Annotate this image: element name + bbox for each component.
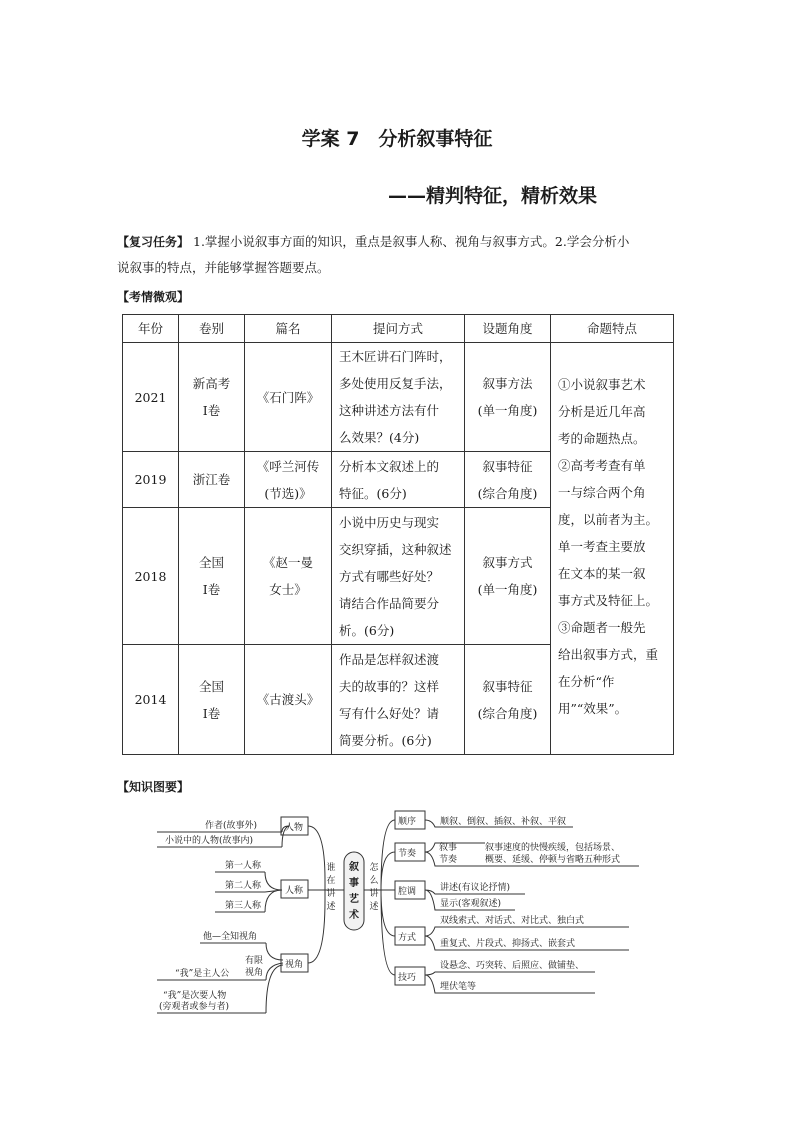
year-cell: 2019 [123,452,179,508]
mindmap-node: 顺序 [398,817,417,827]
angle-cell: 叙事特征 (综合角度) [465,452,551,508]
mindmap-item: 讲述(有议论抒情) [440,883,511,893]
header-cell: 卷别 [179,315,245,343]
mindmap-item: 叙事速度的快慢疾缓，包括场景、 [485,843,621,853]
svg-text:谁在讲述: 谁在讲述 [326,863,336,912]
page-title: 学案 7 分析叙事特征 [301,128,493,150]
year-cell: 2014 [123,645,179,755]
mindmap-node: 人称 [285,886,304,896]
review-tag: 【复习任务】 [117,235,190,249]
question-cell: 小说中历史与现实 交织穿插，这种叙述 方式有哪些好处？ 请结合作品简要分 析。(6分) [332,508,465,645]
table-header-row [123,315,674,343]
mindmap-node: 方式 [398,933,417,943]
mindmap-item: 概要、延缓、停顿与省略五种形式 [485,855,621,865]
mindmap-item: 第二人称 [225,881,262,891]
paper-cell: 全国 Ⅰ卷 [179,645,245,755]
mindmap-item: 视角 [245,968,264,978]
review-line-2: 说叙事的特点，并能够掌握答题要点。 [117,260,330,275]
mindmap-node: 人物 [285,823,304,833]
mindmap-item: 重复式、片段式、抑扬式、嵌套式 [440,939,576,949]
mindmap-item: 小说中的人物(故事内) [165,836,254,846]
exam-tag: 【考情微观】 [117,290,190,304]
year-cell: 2018 [123,508,179,645]
title-cell: 《石门阵》 [245,343,332,452]
mindmap-item: 显示(客观叙述) [440,899,502,909]
mindmap-item: 双线索式、对话式、对比式、独白式 [440,916,585,926]
review-task [117,229,677,280]
mindmap-item: 第三人称 [225,901,262,911]
mindmap-item: 第一人称 [225,861,262,871]
mindmap-item: 作者(故事外) [205,821,258,831]
mindmap-node: 视角 [285,960,304,970]
mindmap-node: 技巧 [398,973,417,983]
exam-table [122,314,674,755]
review-line-1: 1.掌握小说叙事方面的知识，重点是叙事人称、视角与叙事方式。2.学会分析小 [189,234,630,249]
features-cell: ①小说叙事艺术 分析是近几年高 考的命题热点。 ②高考考查有单 一与综合两个角 度，以前者为主。 单一考查主要放 在文本的某一叙 事方式及特征上。 ③命题者一般先 给出叙事方式，重 在分析“作 用”“效果”。 [551,343,674,755]
paper-cell: 新高考 Ⅰ卷 [179,343,245,452]
angle-cell: 叙事方法 (单一角度) [465,343,551,452]
mindmap-item: “我”是主人公 [175,969,230,979]
question-cell: 王木匠讲石门阵时， 多处使用反复手法， 这种讲述方法有什 么效果？(4分) [332,343,465,452]
svg-text:叙事艺术: 叙事艺术 [349,862,359,921]
knowledge-mindmap [155,800,655,1025]
mindmap-item: 设悬念、巧突转、后照应、做铺垫、 [440,961,585,971]
title-cell: 《赵一曼 女士》 [245,508,332,645]
header-cell: 命题特点 [551,315,674,343]
mindmap-item: 埋伏笔等 [440,982,477,992]
mindmap-item: (旁观者或参与者) [159,1002,230,1012]
title-cell: 《呼兰河传 (节选)》 [245,452,332,508]
angle-cell: 叙事特征 (综合角度) [465,645,551,755]
header-cell: 设题角度 [465,315,551,343]
mindmap-node: 腔调 [398,887,417,897]
knowledge-tag: 【知识图要】 [117,780,190,794]
mindmap-node: 节奏 [398,849,417,859]
header-cell: 篇名 [245,315,332,343]
mindmap-item: 顺叙、倒叙、插叙、补叙、平叙 [440,817,567,827]
question-cell: 作品是怎样叙述渡 夫的故事的？这样 写有什么好处？请 简要分析。(6分) [332,645,465,755]
header-cell: 提问方式 [332,315,465,343]
mindmap-item: 他—全知视角 [203,932,258,942]
header-cell: 年份 [123,315,179,343]
svg-text:怎么讲述: 怎么讲述 [369,863,379,912]
page-subtitle: ——精判特征，精析效果 [388,185,598,207]
mindmap-item: “我”是次要人物 [163,991,227,1001]
paper-cell: 浙江卷 [179,452,245,508]
title-cell: 《古渡头》 [245,645,332,755]
question-cell: 分析本文叙述上的 特征。(6分) [332,452,465,508]
table-row [123,343,674,452]
paper-cell: 全国 Ⅰ卷 [179,508,245,645]
angle-cell: 叙事方式 (单一角度) [465,508,551,645]
mindmap-item: 有限 [245,956,264,966]
mindmap-item: 叙事 [439,843,458,853]
year-cell: 2021 [123,343,179,452]
mindmap-item: 节奏 [439,855,458,865]
